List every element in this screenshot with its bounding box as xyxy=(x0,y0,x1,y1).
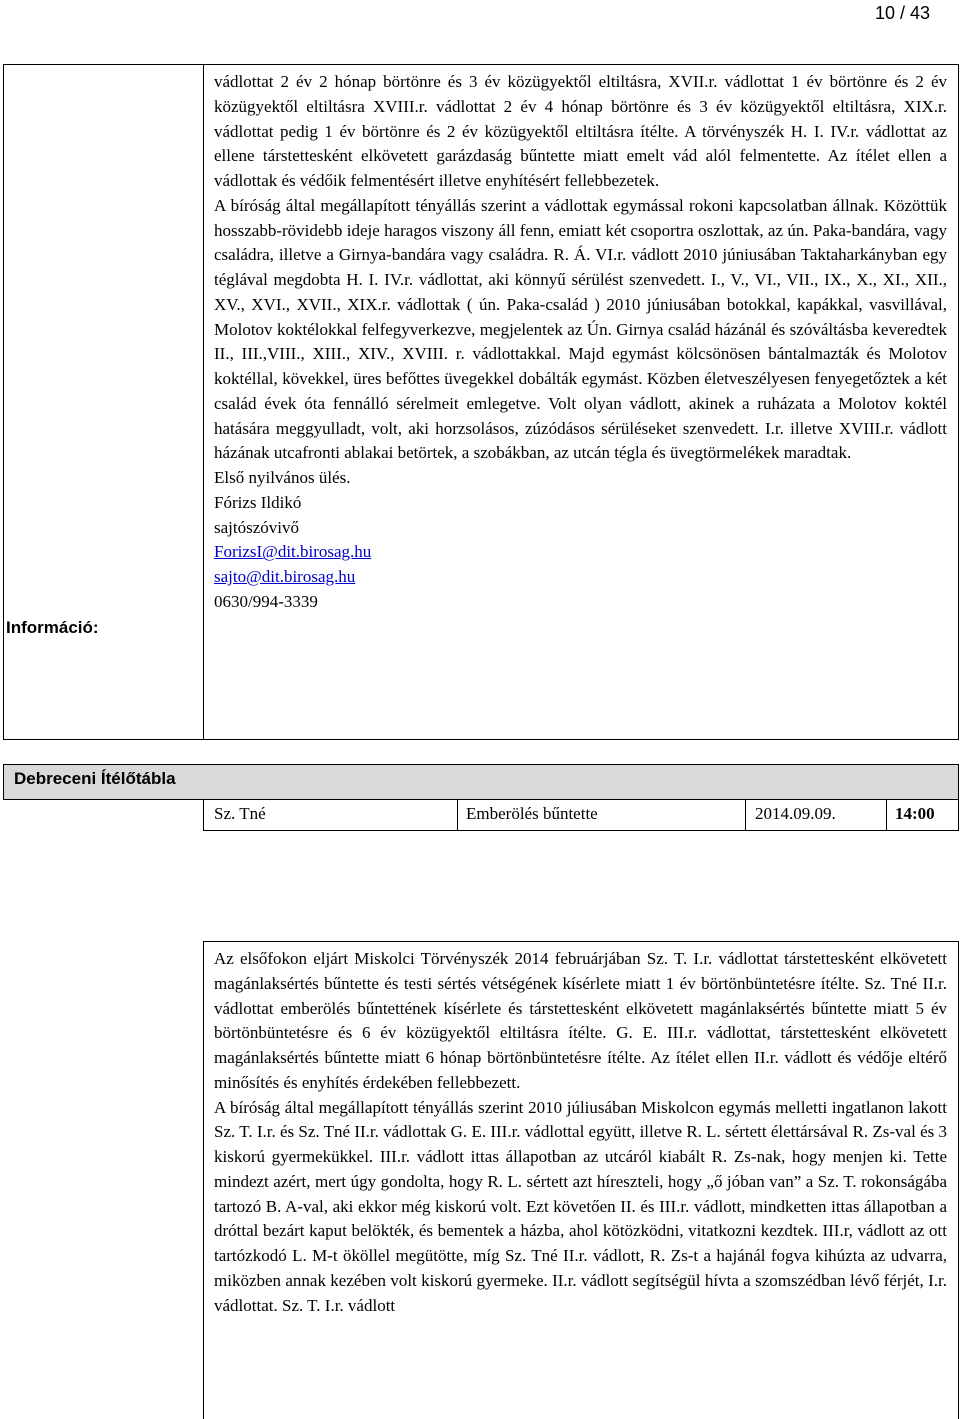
page-number: 10 / 43 xyxy=(874,3,930,23)
summary-divider xyxy=(886,799,887,831)
contact-email-link[interactable]: ForizsI@dit.birosag.hu xyxy=(214,542,372,562)
court-name: Debreceni Ítélőtábla xyxy=(14,769,176,788)
hearing-time: 14:00 xyxy=(895,804,935,823)
hearing-date: 2014.09.09. xyxy=(755,804,836,823)
defendant-name: Sz. Tné xyxy=(214,804,266,823)
info-label: Információ: xyxy=(6,618,99,637)
charge: Emberölés bűntette xyxy=(466,804,598,823)
case1-paragraph: A bíróság által megállapított tényállás szerint a vádlottak egymással rokoni kapcsolatban állnak. Közöttük hosszabb-rövidebb ideje haragos viszony áll fenn, emiatt két csoportra oszlottak, az ún. Paka-bandára, vagy családra, illetve a Girnya-bandára vagy családra. R. Á. VI.r. vádlott 2010 júniusában Taktaharkányban egy téglával megdobta H. I. IV.r. vádlottat, aki könnyű sérülést szenvedett. I., V., VI., VII., IX., X., XI., XII., XV., XVI., XVII., XIX.r. vádlottak ( ún. Paka-család ) 2010 júniusában botokkal, kapákkal, vasvillával, Molotov koktélokkal felfegyverkezve, megjelentek az Ún. Girnya család házánál és szóváltásba keveredtek II., III.,VIII., XIII., XIV., XVIII. r. vádlottakkal. Majd egymást kölcsönösen bántalmazták és Molotov koktéllal, kövekkel, üres befőttes üvegekkel dobálták egymást. Közben életveszélyesen fenyegetőztek a két család évek óta fennálló sérelmeit emlegetve. Volt olyan vádlott, akinek a ruházata a Molotov koktél hatására meggyulladt, volt, aki horzsolásos, zúzódásos sérüléseket szenvedett. I.r. illetve XVIII.r. vádlott házának utcafronti ablakai betörtek, a szobákban, az utcán tégla és üvegtörmelékek maradtak. xyxy=(214,195,947,463)
contact-role: sajtószóvivő xyxy=(214,517,299,537)
case2-body xyxy=(214,947,947,1318)
summary-divider xyxy=(745,799,746,831)
summary-divider xyxy=(457,799,458,831)
info-column-divider xyxy=(203,64,204,740)
case2-paragraph: A bíróság által megállapított tényállás szerint 2010 júliusában Miskolcon egymás melletti ingatlanon lakott Sz. T. I.r. és Sz. Tné II.r. vádlottak G. E. III.r. vádlottal együtt, illetve R. L. sértett élettársával R. Zs-val és 3 kiskorú gyermekükkel. III.r. vádlott ittas állapotban az utcáról kiabált R. Zs-nak, hogy menjen ki. Tette mindezt azért, mert úgy gondolta, hogy R. L. sértett azt híreszteli, hogy „ő jóban van” a Sz. T. rokonságába tartozó B. A-val, aki ekkor még kiskorú volt. Ezt követően II. és III.r. vádlott, mindketten ittas állapotban a dróttal bezárt kaput belökték, és bementek a házba, ahol kötözködni, vitatkozni kezdtek. III.r, vádlott az ott tartózkodó L. M-t ököllel megütötte, míg Sz. Tné II.r. vádlott, R. Zs-t a hajánál fogva kihúzta az udvarra, miközben annak kezében volt kiskorú gyermeke. II.r. vádlott segítségül hívta a szomszédban lévő férjét, I.r. vádlottat. Sz. T. I.r. vádlott xyxy=(214,1097,947,1315)
hearing-type: Első nyilvános ülés. xyxy=(214,468,351,487)
press-email-link[interactable]: sajto@dit.birosag.hu xyxy=(214,567,356,586)
contact-phone: 0630/994-3339 xyxy=(214,591,318,611)
case1-paragraph: vádlottat 2 év 2 hónap börtönre és 3 év közügyektől eltiltásra, XVII.r. vádlottat 1 év börtönre és 2 év közügyektől eltiltásra XVIII.r. vádlottat 2 év 4 hónap börtönre és 3 év közügyektől eltiltásra, XIX.r. vádlottat pedig 1 év börtönre és 2 év közügyektől eltiltásra ítélte. A törvényszék H. I. IV.r. vádlottat az ellene társtettesként elkövetett garázdaság bűntette miatt emelt vád alól felmentette. Az ítélet ellen a vádlottak és védőik felmentésért illetve enyhítésért fellebbezetek. xyxy=(214,72,947,190)
case1-body xyxy=(214,70,947,615)
contact-name: Fórizs Ildikó xyxy=(214,492,302,512)
case2-paragraph: Az elsőfokon eljárt Miskolci Törvényszék 2014 februárjában Sz. T. I.r. vádlottat társtettesként elkövetett magánlaksértés bűntette és testi sértés vétségének kísérlete miatt 1 év börtönbüntetésre ítélte. Sz. Tné II.r. vádlottat emberölés bűntettének kísérlete és társtettesként elkövetett magánlaksértés bűntette miatt 5 év börtönbüntetésre és 6 év közügyektől eltiltásra ítélte. G. E. III.r. vádlottat, társtettesként elkövetett magánlaksértés bűntette miatt 6 hónap börtönbüntetésre ítélte. Az ítélet ellen II.r. vádlott és védője eltérő minősítés és enyhítés érdekében fellebbezett. xyxy=(214,949,947,1092)
